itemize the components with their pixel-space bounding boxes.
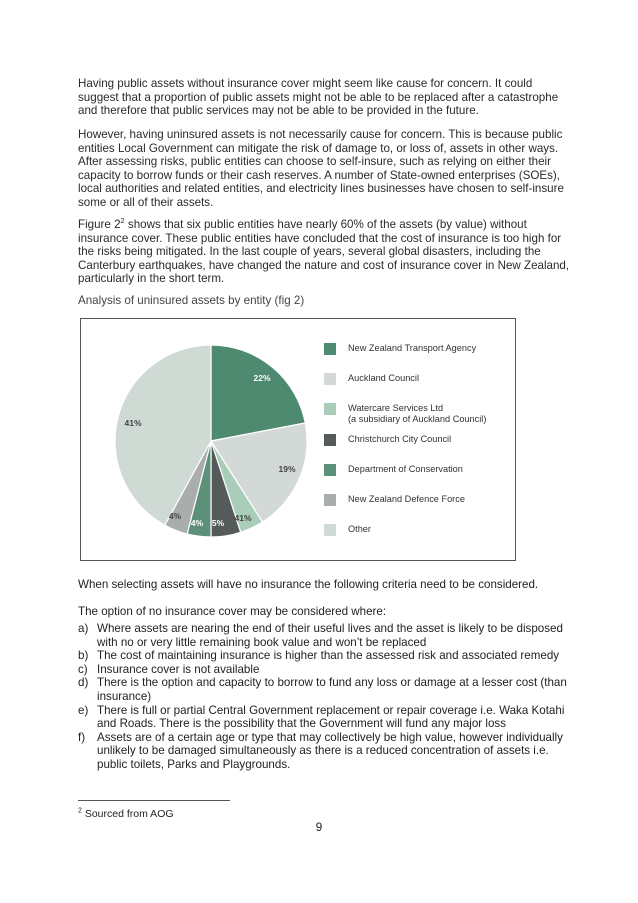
legend-label-line: Christchurch City Council — [348, 433, 452, 444]
legend-entry — [324, 395, 514, 425]
legend-label — [348, 373, 518, 384]
pie-slice-label: 19% — [278, 464, 296, 474]
footnote-divider — [78, 800, 230, 801]
footnote-number: 2 — [78, 807, 82, 815]
list-item-letter: a) — [78, 622, 89, 635]
legend-label-line: Other — [348, 524, 371, 535]
legend-swatch — [324, 494, 336, 506]
list-item-text: There is full or partial Central Government replacement or repair coverage i.e. Waka Kotahi and Roads. There is the possibility that the Government will fund any major loss — [97, 703, 565, 731]
legend-label — [348, 403, 518, 425]
paragraph-not-cause-for-concern: However, having uninsured assets is not necessarily cause for concern. This is because public entities Local Government can mitigate the risk of damage to, or loss of, assets in other ways. After assessing risks, public entities can choose to self-insure, such as relying on either their capacity to borrow funds or their cash reserves. A number of State-owned enterprises (SOEs), local authorities and related entities, and electricity lines businesses have chosen to self-insure some or all of their assets. — [78, 128, 564, 209]
list-item — [78, 622, 572, 649]
pie-chart-figure — [80, 318, 516, 561]
list-item-letter: e) — [78, 703, 89, 717]
criteria-list — [78, 622, 572, 772]
list-item — [78, 649, 572, 663]
list-item-text: Where assets are nearing the end of their useful lives and the asset is likely to be disposed with no or very little remaining book value and won’t be replaced — [97, 622, 563, 649]
legend-entry — [324, 456, 514, 486]
paragraph-uninsured-concern: Having public assets without insurance cover might seem like cause for concern. It could suggest that a proportion of public assets might not be able to be replaced after a catastrophe and therefore that public services may not be able to be provided in the future. — [78, 77, 559, 118]
list-item-letter: b) — [78, 649, 89, 663]
legend-label-line: Auckland Council — [348, 373, 419, 384]
legend-swatch — [324, 373, 336, 385]
figure-reference-text: Figure 2 — [78, 218, 121, 231]
footnote-text: Sourced from AOG — [81, 808, 174, 820]
pie-slice-label: 4% — [190, 518, 204, 528]
option-heading: The option of no insurance cover may be considered where: — [78, 605, 387, 618]
legend-label-line: Department of Conservation — [348, 463, 463, 474]
legend-entry — [324, 335, 514, 365]
pie-slice-label: 5% — [211, 518, 225, 528]
figure-reference-rest: shows that six public entities have nearly 60% of the assets (by value) without insurance cover. These public entities have concluded that the cost of insurance is too high for the risks being mitigated. In the last couple of years, several global disasters, including the Canterbury earthquakes, have changed the nature and cost of insurance cover in New Zealand, particularly in the short term. — [78, 218, 570, 286]
list-item — [78, 676, 572, 703]
footnote-reference[interactable]: 2 — [120, 216, 125, 226]
legend-label — [348, 524, 518, 535]
list-item-letter: d) — [78, 676, 89, 690]
pie-slice-label: 41% — [234, 513, 252, 523]
list-item-text: Assets are of a certain age or type that may collectively be high value, however individually unlikely to be damaged simultaneously as there is a reduced concentration of assets i.e. public toilets, Parks and Playgrounds. — [97, 730, 563, 771]
list-item-letter: f) — [78, 730, 86, 744]
legend-label-line: (a subsidiary of Auckland Council) — [348, 414, 487, 425]
criteria-heading: When selecting assets will have no insurance the following criteria need to be considered. — [78, 578, 539, 591]
list-item-text: There is the option and capacity to borrow to fund any loss or damage at a lesser cost (than insurance) — [97, 676, 567, 703]
list-item — [78, 704, 572, 731]
legend-label-line: New Zealand Transport Agency — [348, 343, 477, 353]
page-number: 9 — [315, 821, 323, 834]
legend-swatch — [324, 464, 336, 476]
legend-entry — [324, 516, 514, 546]
legend-label — [348, 434, 518, 445]
pie-slice-label: 22% — [253, 373, 271, 383]
legend-label — [348, 494, 518, 505]
legend-entry — [324, 486, 514, 516]
legend-swatch — [324, 524, 336, 536]
legend-swatch — [324, 343, 336, 355]
legend-swatch — [324, 434, 336, 446]
footnote — [78, 808, 174, 820]
list-item — [78, 663, 572, 677]
legend-label — [348, 464, 518, 475]
list-item — [78, 731, 572, 772]
list-item-text: Insurance cover is not available — [97, 662, 260, 676]
legend-entry — [324, 426, 514, 456]
legend-entry — [324, 365, 514, 395]
list-item-text: The cost of maintaining insurance is higher than the assessed risk and associated remedy — [97, 649, 560, 663]
paragraph-figure-reference — [78, 218, 572, 286]
list-item-letter: c) — [78, 662, 88, 676]
legend-label — [348, 343, 518, 354]
pie-slice-label: 41% — [124, 418, 142, 428]
legend-label-line: New Zealand Defence Force — [348, 494, 465, 504]
pie-slice-label: 4% — [168, 511, 182, 521]
legend-swatch — [324, 403, 336, 415]
figure-caption: Analysis of uninsured assets by entity (fig 2) — [78, 294, 305, 307]
legend-label-line: Watercare Services Ltd — [348, 403, 444, 414]
